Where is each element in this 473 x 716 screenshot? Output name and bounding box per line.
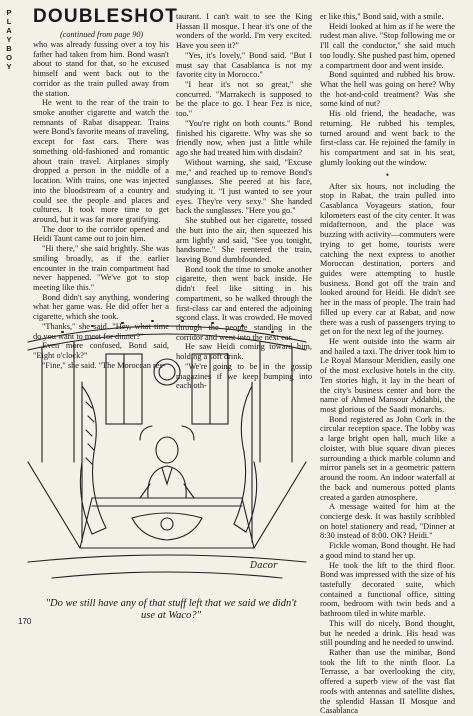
paragraph: This will do nicely, Bond thought, but he needed a drink. His head was still pounding and he needed to unwind.	[320, 618, 455, 648]
cartoonist-signature: Dacor	[250, 561, 278, 571]
vertical-name-letter: L	[6, 17, 12, 26]
vertical-name-letter: O	[6, 53, 12, 62]
paragraph: His old friend, the headache, was returning. He rubbed his temples, turned around and went back to the first-class car. He rejoined the family in his compartment and sat in his seat, glumly looking out the window.	[320, 109, 455, 167]
paragraph: He went to the rear of the train to smoke another cigarette and watch the remnants of Rabat disappear. Trains were Bond's favorite means of traveling, except for fast cars. There was something old-fashioned and romantic about train travel. Airplanes simply dropped a person in the middle of a location. With trains, one was injected into the bloodstream of a country and could see the people and places and cultures. It took more time to get around, but it was far more gratifying.	[33, 98, 169, 224]
paragraph: "Yes, it's lovely," Bond said. "But I must say that Casablanca is not my favorite city in Morocco."	[176, 50, 312, 80]
paragraph: Bond squinted and rubbed his brow. What the hell was going on here? Why the hot-and-cold treatment? Was she some kind of nut?	[320, 70, 455, 109]
paragraph: taurant. I can't wait to see the King Hassan II mosque. I hear it's one of the wonders of the world. I'm very excited. Have you seen it?"	[176, 12, 312, 51]
magazine-vertical-name	[3, 8, 15, 71]
paragraph: The door to the corridor opened and Heidi Taunt came out to join him.	[33, 224, 169, 244]
paragraph: Bond registered as John Cork in the circular reception space. The lobby was a large bright open hall, much like a cloister, with blue square divan pieces surrounding a thick marble column and mirror panels set in a geometric pattern around the room. An indoor waterfall at the back and numerous potted plants created a garden atmosphere.	[320, 414, 455, 502]
paragraph: Bond didn't say anything, wondering what her game was. He did offer her a cigarette, which she took.	[33, 292, 169, 322]
vertical-name-letter: Y	[6, 62, 12, 71]
paragraph: He took the lift to the third floor. Bond was impressed with the size of his tastefully decorated suite, which contained a functional office, sitting room, bedroom with twin beds and a bathroom tiled in white marble.	[320, 560, 455, 619]
paragraph: "We're going to be in the gossip magazines if we keep bumping into each oth-	[176, 361, 312, 391]
paragraph: "Fine," she said. "The Moroccan res-	[42, 360, 166, 370]
paragraph: A message waited for him at the concierge desk. It was hastily scribbled on hotel stationery and read, "Dinner at 8:30 instead of 8:00. OK? Heidi."	[320, 502, 455, 541]
vertical-name-letter: A	[6, 26, 12, 35]
paragraph: Bond took the time to smoke another cigarette, then went back inside. He didn't feel like sitting in his compartment, so he walked through the first-class car and entered the adjoining second class. It was crowded. He moved through the people standing in the corridor and went into the next car.	[176, 264, 312, 342]
paragraph: He went outside into the warm air and hailed a taxi. The driver took him to Le Royal Mansour Meridien, easily one of the most exclusive hotels in the city. Ten stories high, it lay in the heart of the city's business center and bore the name of Ahmed Mansour Addahbi, the most glorious of the Saadi monarchs.	[320, 337, 455, 415]
paragraph: er like this," Bond said, with a smile.	[320, 12, 444, 21]
cartoon-illustration	[22, 312, 312, 594]
paragraph: "I hear it's not so great," she concurred. "Marrakech is supposed to be the place to go. I hear Fez is nice, too."	[176, 80, 312, 119]
paragraph: "You're right on both counts." Bond finished his cigarette. Why was she so friendly now, when just a little while ago she had treated him with disdain?	[176, 118, 312, 158]
paragraph: He saw Heidi coming toward him, holding a soft drink.	[176, 342, 312, 362]
text-column-3	[320, 12, 455, 716]
paragraph: She stubbed out her cigarette, tossed the butt into the air, then squeezed his arm lightly and said, "See you tonight, handsome." She reentered the train, leaving Bond dumbfounded.	[176, 216, 312, 264]
paragraph: After six hours, not including the stop in Rabat, the train pulled into Casablanca Voyageurs station, four kilometers east of the city center. It was midafternoon, and the place was buzzing with activity—commuters were trying to get home, tourists were catching the next express to another Moroccan destination, porters and guides were attempting to hustle business. Bond got off the train and looked around for Heidi. He didn't see her in the mass of people. The train had filled up every car at Rabat, and now there was a rush of passengers trying to get on for the next leg of the journey.	[320, 181, 455, 337]
vertical-name-letter: P	[6, 8, 12, 17]
cartoon-caption: "Do we still have any of that stuff left that we said we didn't use at Waco?"	[45, 598, 297, 621]
paragraph: "Hi there," she said brightly. She was smiling broadly, as if the earlier encounter in the train compartment had never happened. "We've got to stop meeting like this."	[33, 244, 169, 292]
paragraph: Rather than use the minibar, Bond took the lift to the ninth floor. La Terrasse, a bar overlooking the city, offered a superb view of the vast flat roofs with antennas and satellite dishes, the splendid Hassan II Mosque and Casablanca	[320, 648, 455, 716]
page-number: 170	[18, 617, 32, 626]
paragraph: "Thanks," she said. "Hey, what time do you want to meet for dinner?"	[33, 321, 169, 341]
vertical-name-letter: B	[6, 44, 12, 53]
paragraph: Fickle woman, Bond thought. He had a good mind to stand her up.	[320, 541, 455, 560]
vertical-name-letter: Y	[6, 35, 12, 44]
paragraph: Heidi looked at him as if he were the rudest man alive. "Stop following me or I'll call the conductor," she said much too loudly. She pushed past him, opened a compartment door and went inside.	[320, 21, 455, 70]
paragraph: Even more confused, Bond said, "Eight o'clock?"	[33, 341, 169, 360]
paragraph: who was already fussing over a toy his father had taken from him. Bond wasn't about to stand for that, so he excused himself and went back out to the corridor as the train pulled away from the station.	[33, 40, 169, 98]
continued-note: (continued from page 90)	[60, 30, 144, 39]
section-break: •	[385, 169, 390, 180]
paragraph: Without warning, she said, "Excuse me," and reached up to remove Bond's sunglasses. She peered at his face, studying it. "I just wanted to see your eyes. They're very sexy." She handed back the sunglasses. "Here you go."	[176, 157, 312, 216]
article-title: DOUBLESHOT	[33, 6, 178, 27]
